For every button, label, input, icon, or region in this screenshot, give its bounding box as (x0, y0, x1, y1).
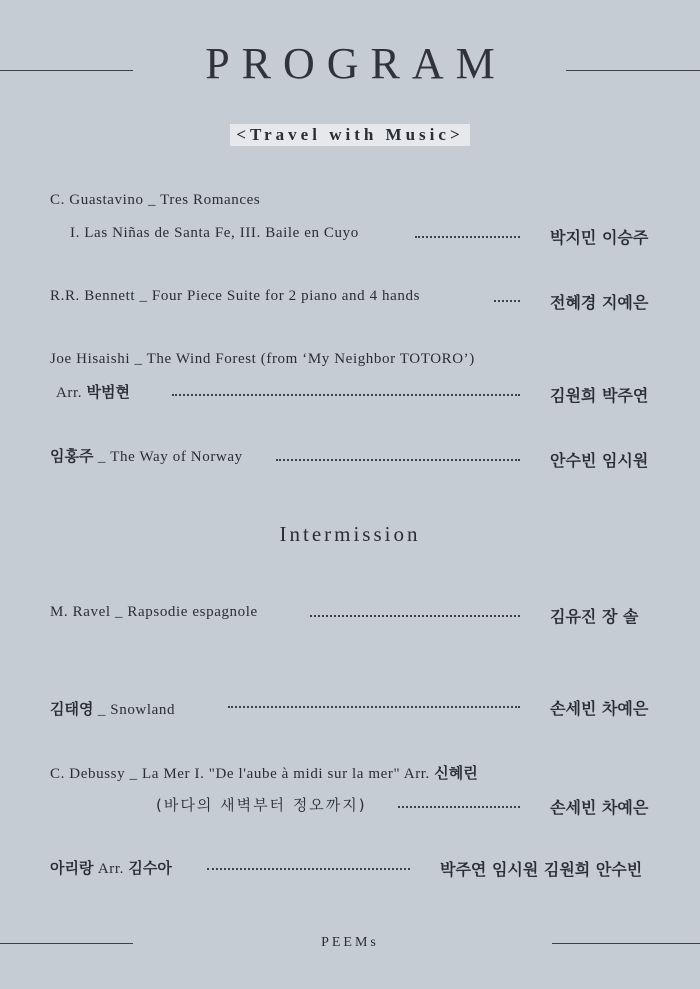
leader-dots-5 (310, 615, 520, 617)
leader-dots-1 (415, 236, 520, 238)
leader-dots-7 (398, 806, 520, 808)
program-item-3-arranger (56, 381, 130, 402)
intermission-heading: Intermission (279, 522, 421, 546)
program-item-3-title: Joe Hisaishi _ The Wind Forest (from ‘My Neighbor TOTORO’) (50, 351, 475, 367)
page-title: PROGRAM (205, 39, 507, 88)
program-item-7-subtitle: (바다의 새벽부터 정오까지) (156, 796, 367, 814)
arranger-name: 신혜린 (434, 764, 478, 782)
leader-dots-2 (494, 300, 520, 302)
footer-brand: PEEMs (321, 935, 379, 950)
program-item-8-title (50, 857, 172, 878)
program-item-6-performers: 손세빈 차예은 (550, 699, 649, 718)
program-item-5-title: M. Ravel _ Rapsodie espagnole (50, 604, 258, 620)
arranger-name: 박범현 (86, 383, 130, 401)
program-item-1-movements: I. Las Niñas de Santa Fe, III. Baile en Cuyo (70, 225, 359, 241)
program-item-4-title (50, 445, 243, 466)
program-item-5-performers: 김유진 장 솔 (550, 607, 639, 626)
program-item-4-performers: 안수빈 임시원 (550, 451, 649, 470)
program-item-6-title (50, 698, 175, 719)
program-item-2-performers: 전혜경 지예은 (550, 293, 649, 312)
composer-name: 아리랑 (50, 859, 94, 877)
arr-prefix: Arr. (97, 861, 124, 877)
leader-dots-4 (276, 459, 520, 461)
composer-name: 김태영 (50, 700, 94, 718)
work-title: _ Snowland (97, 702, 176, 718)
leader-dots-6 (228, 706, 520, 708)
program-item-7-title (50, 762, 478, 783)
composer-name: 임홍주 (50, 447, 94, 465)
arranger-name: 김수아 (128, 859, 172, 877)
program-item-7-performers: 손세빈 차예은 (550, 798, 649, 817)
leader-dots-3 (172, 394, 520, 396)
program-item-8-performers: 박주연 임시원 김원희 안수빈 (440, 860, 643, 879)
program-item-1-performers: 박지민 이승주 (550, 228, 649, 247)
page-subtitle: <Travel with Music> (230, 124, 469, 146)
work-title: C. Debussy _ La Mer I. "De l'aube à midi sur la mer" Arr. (50, 766, 430, 782)
program-item-1-title: C. Guastavino _ Tres Romances (50, 192, 261, 208)
arr-prefix: Arr. (56, 385, 83, 401)
program-item-2-title: R.R. Bennett _ Four Piece Suite for 2 piano and 4 hands (50, 288, 421, 304)
subtitle-container (0, 124, 700, 146)
leader-dots-8 (207, 868, 410, 870)
work-title: _ The Way of Norway (97, 449, 243, 465)
program-item-3-performers: 김원희 박주연 (550, 386, 649, 405)
